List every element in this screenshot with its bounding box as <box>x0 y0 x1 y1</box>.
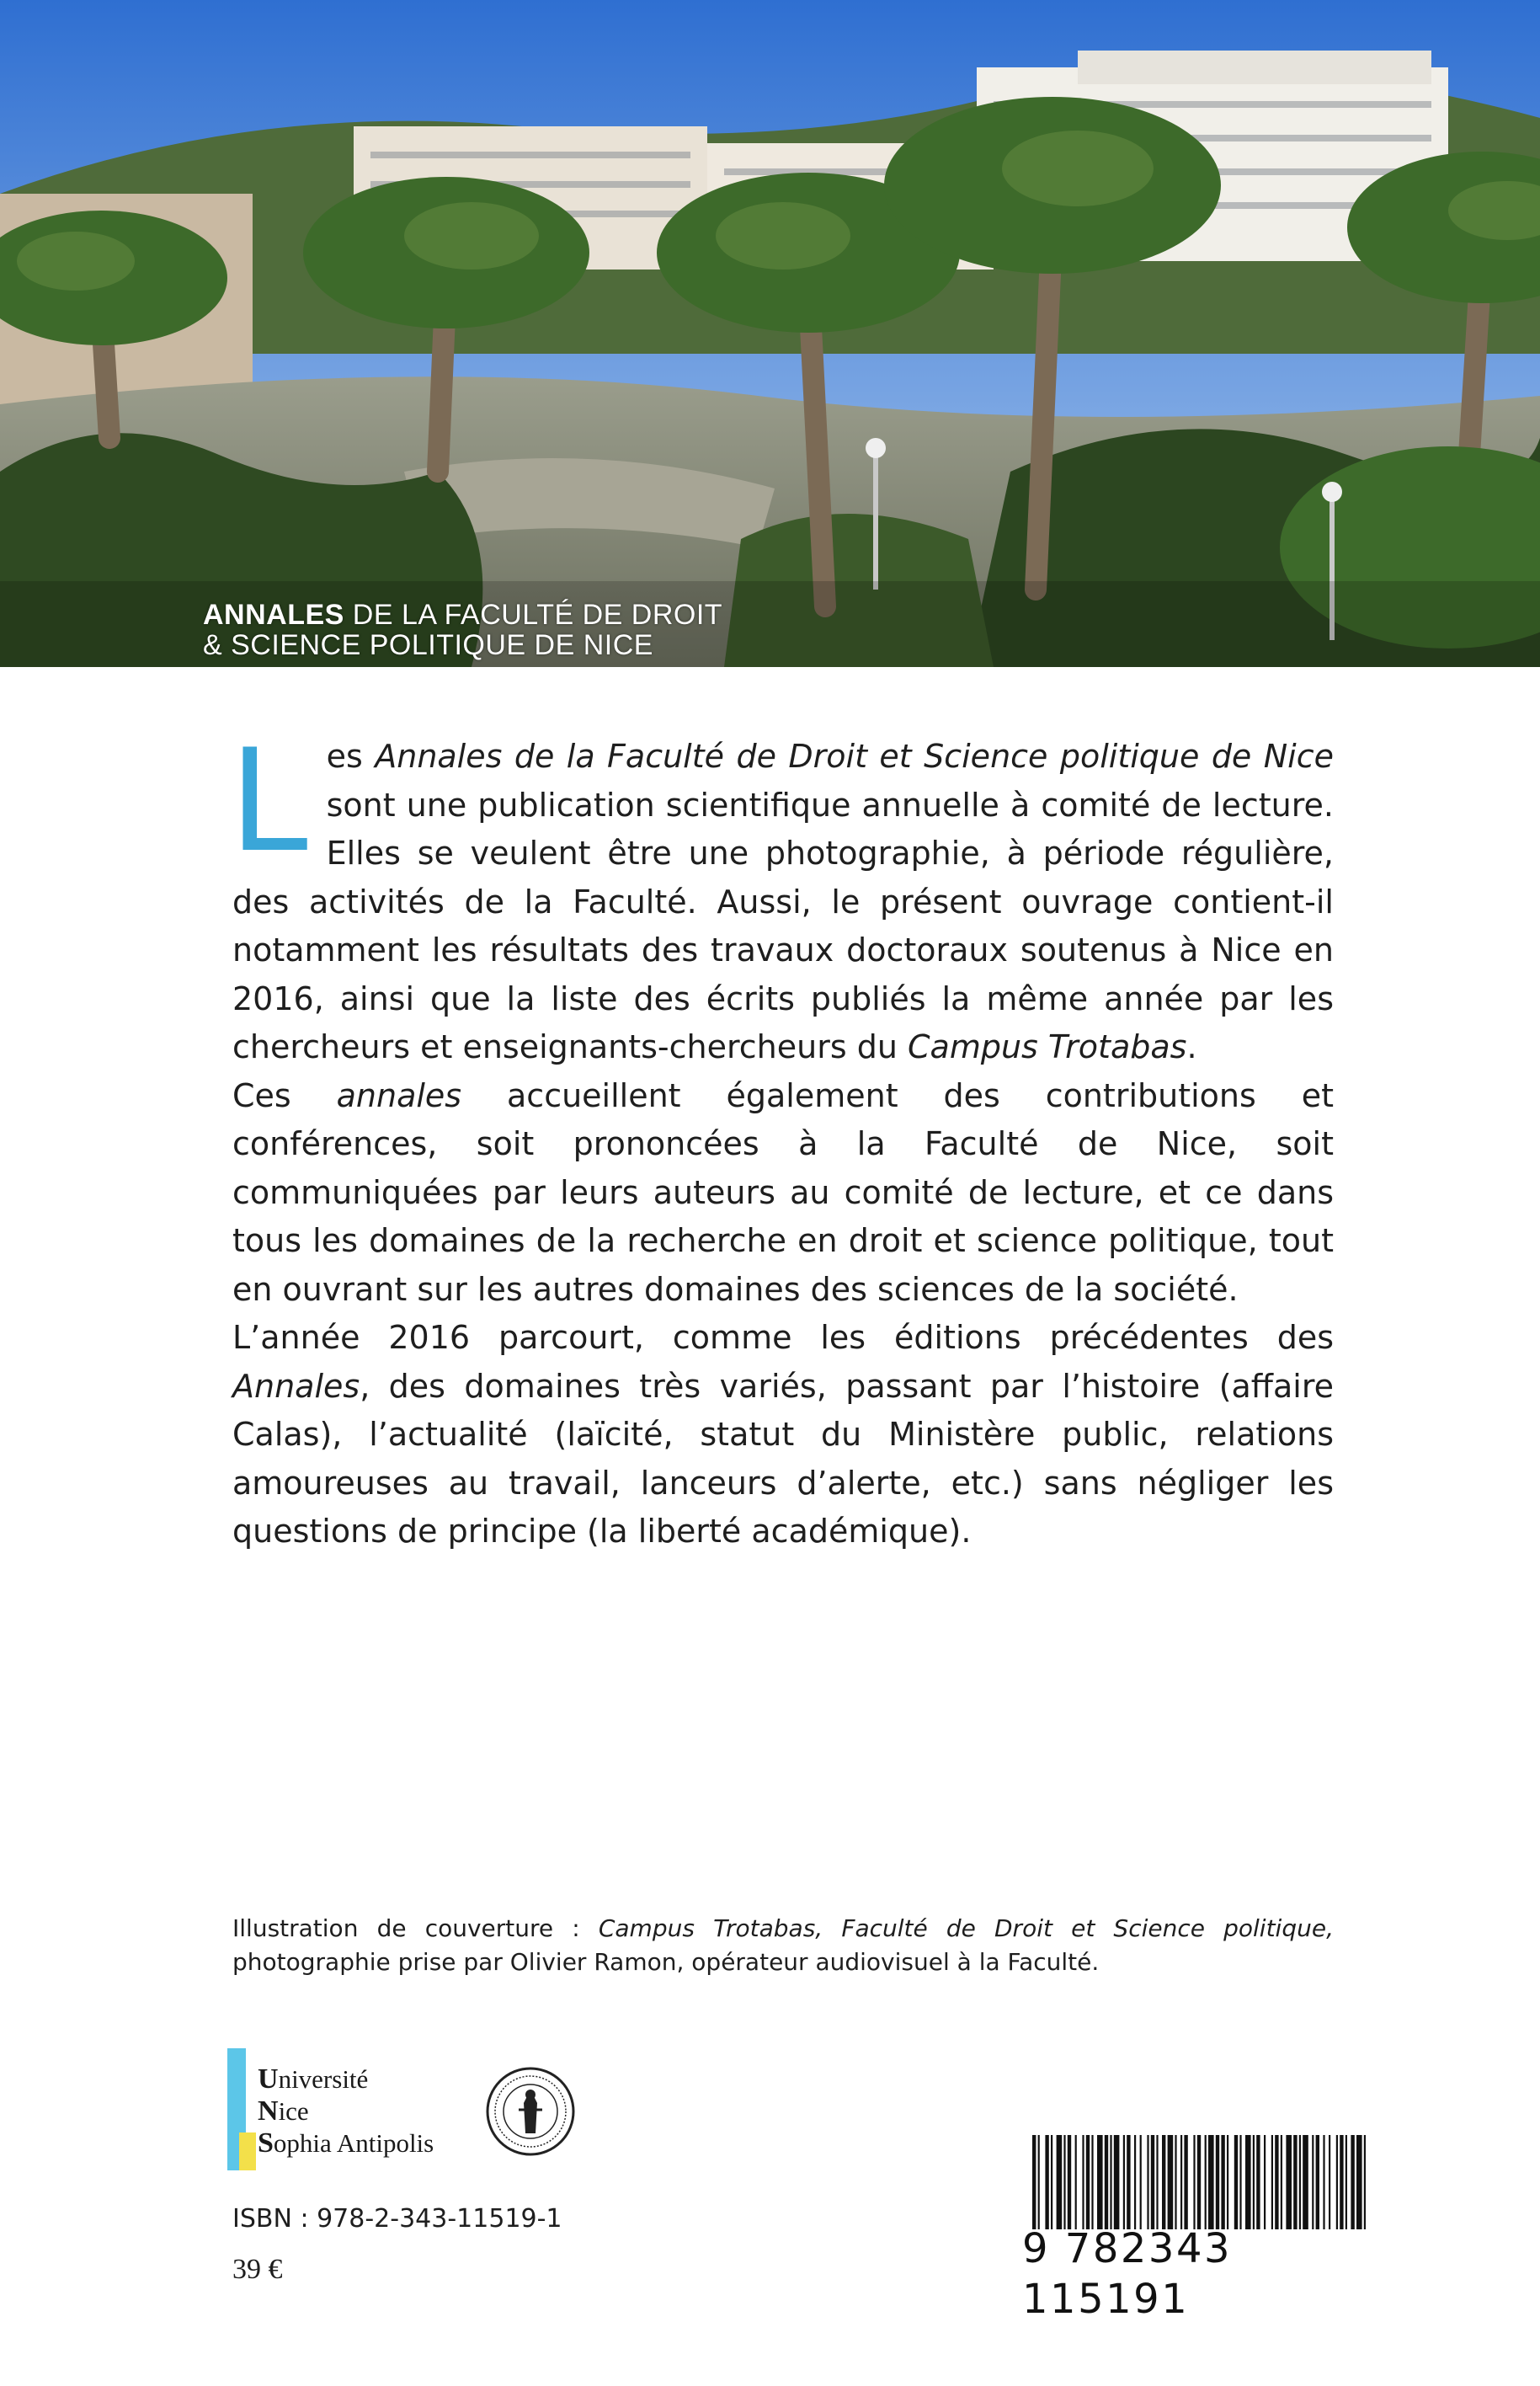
barcode-bar <box>1057 2135 1063 2229</box>
collection-caption <box>203 600 722 660</box>
credit-start: Illustration de couverture : <box>232 1914 599 1942</box>
barcode-bar <box>1271 2135 1273 2229</box>
barcode-bar <box>1110 2135 1111 2229</box>
barcode-bar <box>1208 2135 1214 2229</box>
barcode-bar <box>1184 2135 1187 2229</box>
barcode-bar <box>1239 2135 1241 2229</box>
price: 39 € <box>232 2254 283 2285</box>
barcode-bar <box>1227 2135 1228 2229</box>
barcode-bar <box>1140 2135 1142 2229</box>
barcode-bars <box>1022 2135 1376 2229</box>
logo-line3: ophia Antipolis <box>273 2128 434 2158</box>
logo-cap-s: S <box>258 2127 274 2159</box>
barcode-bar <box>1086 2135 1090 2229</box>
back-cover-text <box>229 718 1335 1556</box>
barcode-bar <box>1312 2135 1314 2229</box>
barcode-bar <box>1346 2135 1347 2229</box>
barcode-bar <box>1091 2135 1093 2229</box>
barcode-bar <box>1175 2135 1176 2229</box>
barcode-bar <box>1197 2135 1201 2229</box>
barcode-bar <box>1193 2135 1195 2229</box>
p3-body: , des domaines très variés, passant par l’histoire (affaire Calas), l’actualité (laïcité, statut du Ministère public, relations amoureuses au travail, lanceurs d’alerte, etc.) sans négliger les questions de principe (la liberté académique). <box>232 1367 1334 1550</box>
p1-start: es <box>326 738 376 775</box>
p1-campus: Campus Trotabas <box>908 1028 1187 1065</box>
drop-cap: L <box>229 718 308 883</box>
p2-start: Ces <box>232 1076 337 1114</box>
isbn: ISBN : 978-2-343-11519-1 <box>232 2204 562 2234</box>
barcode-bar <box>1114 2135 1120 2229</box>
barcode-bar <box>1275 2135 1278 2229</box>
p1-end: . <box>1186 1028 1197 1065</box>
caption-line2: & SCIENCE POLITIQUE DE NICE <box>203 629 653 661</box>
illustration-credit <box>232 1912 1334 1979</box>
barcode-bar <box>1256 2135 1260 2229</box>
barcode-bar <box>1038 2135 1040 2229</box>
barcode-bar <box>1316 2135 1319 2229</box>
barcode-bar <box>1281 2135 1282 2229</box>
p2-annales: annales <box>336 1076 462 1114</box>
barcode-bar <box>1180 2135 1182 2229</box>
p3-annales: Annales <box>232 1367 360 1405</box>
barcode-bar <box>1351 2135 1354 2229</box>
barcode-bar <box>1123 2135 1125 2229</box>
barcode-bar <box>1127 2135 1130 2229</box>
p1-title: Annales de la Faculté de Droit et Science politique de Nice <box>375 738 1335 775</box>
barcode-bar <box>1075 2135 1077 2229</box>
university-logo <box>227 2048 446 2170</box>
barcode-bar <box>1340 2135 1343 2229</box>
caption-annales: ANNALES <box>203 599 344 631</box>
barcode-bar <box>1245 2135 1251 2229</box>
barcode-bar <box>1264 2135 1266 2229</box>
barcode-bar <box>1105 2135 1108 2229</box>
barcode-bar <box>1063 2135 1065 2229</box>
logo-line1: niversité <box>278 2064 369 2094</box>
barcode-bar <box>1156 2135 1158 2229</box>
credit-italic: Campus Trotabas, Faculté de Droit et Science politique, <box>598 1914 1334 1942</box>
logo-text <box>258 2063 434 2159</box>
logo-cap-u: U <box>258 2063 279 2095</box>
barcode-bar <box>1336 2135 1338 2229</box>
p3-start: L’année 2016 parcourt, comme les éditions précédentes des <box>232 1319 1334 1356</box>
barcode-bar <box>1205 2135 1207 2229</box>
barcode-bar <box>1068 2135 1071 2229</box>
barcode-bar <box>1356 2135 1362 2229</box>
barcode-bar <box>1162 2135 1165 2229</box>
barcode-bar <box>1134 2135 1136 2229</box>
paragraph-1 <box>229 718 1335 1072</box>
barcode-bar <box>1032 2135 1036 2229</box>
faculty-seal-icon <box>485 2066 576 2157</box>
barcode-bar <box>1097 2135 1103 2229</box>
p2-body: accueillent également des contributions et conférences, soit prononcées à la Faculté de Nice, soit communiquées par leurs auteurs au comité de lecture, et ce dans tous les domaines de la recherche en droit et science politique, tout en ouvrant sur les autres domaines des sciences de la société. <box>232 1076 1334 1308</box>
campus-photo-illustration <box>0 0 1540 667</box>
credit-end: photographie prise par Olivier Ramon, opérateur audiovisuel à la Faculté. <box>232 1948 1100 1976</box>
paragraph-2 <box>232 1072 1334 1315</box>
caption-line1: DE LA FACULTÉ DE DROIT <box>344 599 723 631</box>
barcode-bar <box>1051 2135 1052 2229</box>
barcode-bar <box>1299 2135 1301 2229</box>
logo-yellow-bar <box>239 2132 256 2170</box>
barcode-bar <box>1286 2135 1292 2229</box>
barcode-bar <box>1329 2135 1330 2229</box>
barcode-bar <box>1234 2135 1238 2229</box>
barcode-bar <box>1168 2135 1174 2229</box>
barcode-digits: 9 782343 115191 <box>1022 2225 1233 2323</box>
barcode-bar <box>1323 2135 1324 2229</box>
barcode-bar <box>1147 2135 1148 2229</box>
logo-line2: ice <box>278 2096 309 2126</box>
barcode-bar <box>1364 2135 1366 2229</box>
barcode-bar <box>1151 2135 1154 2229</box>
barcode-bar <box>1253 2135 1255 2229</box>
barcode-bar <box>1045 2135 1048 2229</box>
barcode-bar <box>1082 2135 1084 2229</box>
logo-cap-n: N <box>258 2095 279 2127</box>
p1-body: sont une publication scientifique annuelle à comité de lecture. Elles se veulent être une photographie, à période régulière, des activités de la Faculté. Aussi, le présent ouvrage contient-il notamment les résultats des travaux doctoraux soutenus à Nice en 2016, ainsi que la liste des écrits publiés la même année par les chercheurs et enseignants-chercheurs du <box>232 786 1334 1065</box>
barcode-bar <box>1221 2135 1224 2229</box>
barcode-bar <box>1293 2135 1297 2229</box>
cover-photo <box>0 0 1540 667</box>
barcode-bar <box>1303 2135 1308 2229</box>
barcode-bar <box>1216 2135 1219 2229</box>
paragraph-3 <box>232 1314 1334 1556</box>
